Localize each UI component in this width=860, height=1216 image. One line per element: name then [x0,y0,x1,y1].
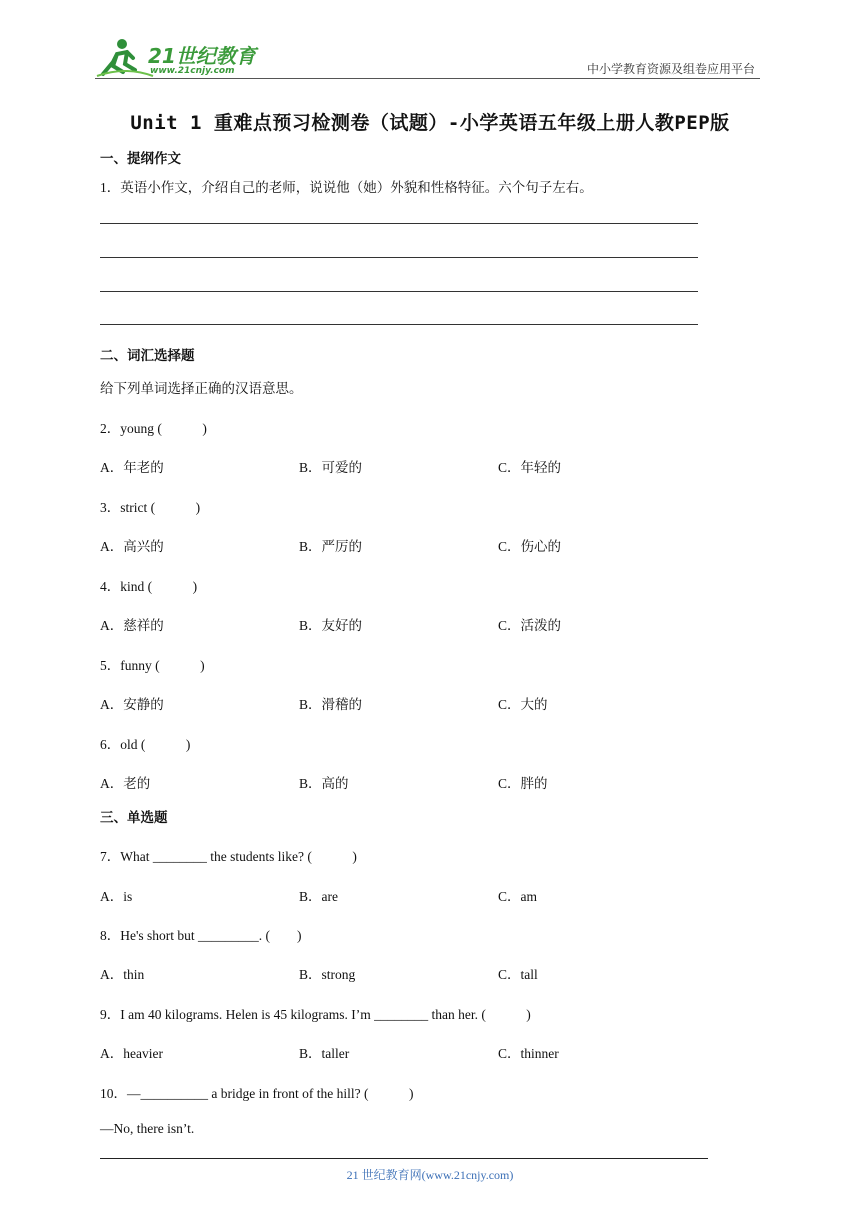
option-b[interactable]: B．可爱的 [299,460,363,475]
question-stem: 2．young ( ) [100,421,207,436]
option-c[interactable]: C．thinner [498,1046,559,1061]
header-divider [95,78,760,79]
writing-line[interactable] [100,223,698,224]
option-b[interactable]: B．滑稽的 [299,697,363,712]
option-c[interactable]: C．大的 [498,697,548,712]
option-c[interactable]: C．活泼的 [498,618,562,633]
footer-text[interactable]: 21 世纪教育网(www.21cnjy.com) [346,1168,514,1182]
option-b[interactable]: B．高的 [299,776,349,791]
option-b[interactable]: B．taller [299,1046,350,1061]
option-c[interactable]: C．伤心的 [498,539,562,554]
footer-divider [100,1158,708,1159]
logo-text: 21世纪教育 [148,44,256,68]
section-1-heading: 一、提纲作文 [100,151,181,167]
option-a[interactable]: A．高兴的 [100,539,164,554]
logo-url: www.21cnjy.com [150,66,235,76]
option-a[interactable]: A．heavier [100,1046,163,1061]
header-platform-text: 中小学教育资源及组卷应用平台 [586,62,755,76]
question-stem: 9．I am 40 kilograms. Helen is 45 kilograms. I’m ________ than her. ( ) [100,1007,531,1022]
option-b[interactable]: B．严厉的 [299,539,363,554]
option-a[interactable]: A．is [100,889,133,904]
question-stem: 5．funny ( ) [100,658,205,673]
section-2-instruction: 给下列单词选择正确的汉语意思。 [100,381,303,396]
option-c[interactable]: C．年轻的 [498,460,562,475]
option-c[interactable]: C．胖的 [498,776,548,791]
option-a[interactable]: A．慈祥的 [100,618,164,633]
option-b[interactable]: B．友好的 [299,618,363,633]
option-b[interactable]: B．strong [299,967,356,982]
question-stem: 8．He's short but _________. ( ) [100,928,302,943]
writing-line[interactable] [100,291,698,292]
option-c[interactable]: C．am [498,889,537,904]
question-stem: 4．kind ( ) [100,579,198,594]
option-b[interactable]: B．are [299,889,338,904]
question-1: 1．英语小作文，介绍自己的老师，说说他（她）外貌和性格特征。六个句子左右。 [100,180,593,195]
writing-line[interactable] [100,324,698,325]
question-stem: 7．What ________ the students like? ( ) [100,849,357,864]
option-a[interactable]: A．年老的 [100,460,164,475]
option-a[interactable]: A．安静的 [100,697,164,712]
question-reply: —No, there isn’t. [100,1121,195,1136]
option-c[interactable]: C．tall [498,967,538,982]
section-3-heading: 三、单选题 [100,810,168,826]
question-stem: 10．—__________ a bridge in front of the hill? ( ) [100,1086,414,1101]
question-stem: 3．strict ( ) [100,500,201,515]
option-a[interactable]: A．老的 [100,776,151,791]
option-a[interactable]: A．thin [100,967,145,982]
writing-line[interactable] [100,257,698,258]
question-stem: 6．old ( ) [100,737,191,752]
page-title: Unit 1 重难点预习检测卷（试题）-小学英语五年级上册人教PEP版 [130,112,730,134]
section-2-heading: 二、词汇选择题 [100,348,195,364]
